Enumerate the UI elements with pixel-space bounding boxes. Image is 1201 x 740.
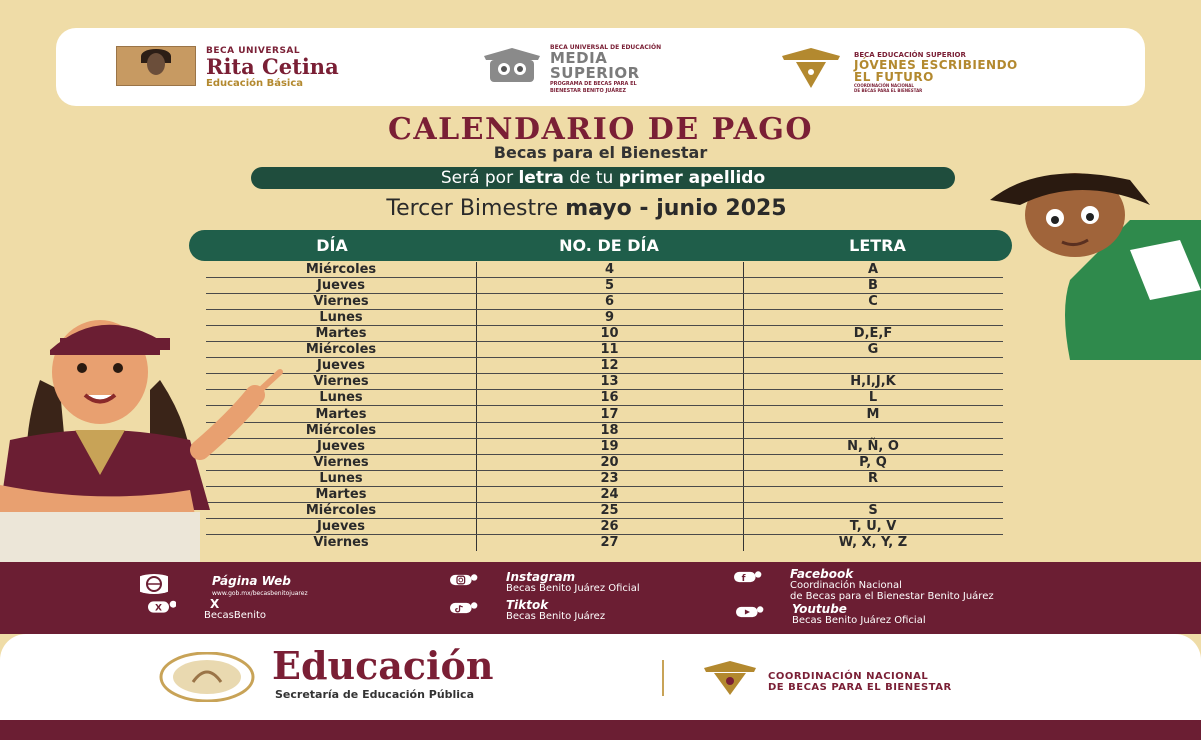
cell-letter: D,E,F [853,326,893,342]
cell-letter: L [868,390,878,406]
header-no-dia: NO. DE DÍA [559,236,659,255]
media-line2: MEDIA [550,49,608,67]
coordinacion-text [768,671,952,693]
social-media-band [0,562,1201,634]
cell-day-number: 17 [600,406,619,422]
cell-day-number: 12 [600,358,619,374]
media-superior-logo [480,42,720,92]
period-bold: mayo - junio 2025 [565,196,787,221]
media-line5: BIENESTAR BENITO JUÁREZ [550,88,626,94]
footer [0,634,1201,720]
jef-line1: BECA EDUCACIÓN SUPERIOR [854,51,966,59]
youtube-name: Youtube [792,602,847,616]
cell-day-number: 6 [604,294,615,310]
pen-nib-badge-icon [778,46,844,90]
cell-day-number: 9 [604,310,615,326]
tiktok-icon [450,598,478,618]
cell-day: Miércoles [305,502,377,518]
table-row [206,390,1003,406]
cell-day-number: 25 [600,502,619,518]
cell-day: Lunes [319,390,363,406]
cell-day-number: 16 [600,390,619,406]
pill-bold-1: letra [518,168,564,188]
svg-text:f: f [741,573,746,584]
media-line1: BECA UNIVERSAL DE EDUCACIÓN [550,44,662,51]
cell-day: Viernes [313,534,369,550]
cell-day: Jueves [317,518,365,534]
table-row [206,439,1003,455]
page-subtitle: Becas para el Bienestar [493,143,708,162]
cell-day: Viernes [313,374,369,390]
cell-letter: S [868,502,878,518]
sep-subtitle: Secretaría de Educación Pública [275,688,475,701]
table-row [206,423,1003,439]
svg-text:X: X [155,603,162,614]
cell-day-number: 4 [604,262,615,277]
header-dia: DÍA [316,236,348,255]
cell-day: Lunes [319,310,363,326]
cell-day: Miércoles [305,262,377,277]
cell-day-number: 11 [600,342,619,358]
jef-line5: DE BECAS PARA EL BIENESTAR [854,88,923,93]
boy-character-illustration [980,160,1201,360]
bottom-strip [0,720,1201,740]
cell-day: Viernes [313,454,369,470]
media-line3: SUPERIOR [550,64,640,82]
facebook-line2[interactable]: de Becas para el Bienestar Benito Juárez [790,591,994,602]
table-row [206,310,1003,326]
rita-line3: Educación Básica [206,78,304,89]
table-row [206,471,1003,487]
web-name: Página Web [212,574,291,588]
table-body [206,262,1003,551]
cell-day: Jueves [317,358,365,374]
instagram-icon [450,570,478,590]
logo-bar [56,28,1145,106]
table-row [206,519,1003,535]
cell-day: Viernes [313,294,369,310]
header-letra: LETRA [849,236,906,255]
table-row [206,374,1003,390]
cell-day-number: 24 [600,486,619,502]
owl-badge-icon [480,46,544,86]
instagram-name: Instagram [506,570,576,584]
cell-day: Martes [315,326,367,342]
jef-line4: COORDINACIÓN NACIONAL [854,83,914,88]
media-line4: PROGRAMA DE BECAS PARA EL [550,81,637,87]
cell-day: Jueves [317,278,365,294]
coordinacion-line1: COORDINACIÓN NACIONAL [768,671,929,682]
cell-day-number: 13 [600,374,619,390]
cell-day: Miércoles [305,422,377,438]
cell-letter: C [868,294,878,310]
jef-line3: EL FUTURO [854,70,934,84]
page-title: CALENDARIO DE PAGO [387,112,814,147]
educacion-wordmark: Educación [272,643,494,688]
table-row [206,407,1003,423]
rita-line1: BECA UNIVERSAL [206,46,301,56]
cell-day-number: 18 [600,422,619,438]
table-row [206,294,1003,310]
facebook-icon [734,567,762,587]
youtube-handle[interactable]: Becas Benito Juárez Oficial [792,615,926,626]
cell-letter: A [867,262,879,277]
table-row [206,262,1003,278]
table-row [206,455,1003,471]
cell-day: Jueves [317,438,365,454]
rita-line2: Rita Cetina [206,54,339,79]
table-header [189,230,1012,261]
table-row [206,535,1003,551]
table-row [206,326,1003,342]
facebook-name: Facebook [790,567,854,581]
jef-line2: JÓVENES ESCRIBIENDO [854,58,1018,72]
instruction-pill [251,167,955,189]
cell-day-number: 19 [600,438,619,454]
period-normal: Tercer Bimestre [386,196,566,221]
web-url[interactable]: www.gob.mx/becasbenitojuarez [212,590,308,597]
girl-character-illustration [0,300,290,565]
cell-day-number: 27 [600,534,619,550]
rita-cetina-logo [116,42,416,92]
cell-day-number: 10 [600,326,619,342]
globe-icon [140,574,168,594]
tiktok-name: Tiktok [506,598,549,612]
cell-day: Martes [315,406,367,422]
pill-text-2: de tu [563,168,619,188]
table-row [206,278,1003,294]
cell-day-number: 20 [600,454,619,470]
table-row [206,342,1003,358]
facebook-line1[interactable]: Coordinación Nacional [790,580,902,591]
pill-text-1: Será por [440,168,519,188]
cell-day-number: 5 [604,278,615,294]
footer-divider [662,660,664,696]
youtube-icon [736,602,764,622]
tiktok-handle[interactable]: Becas Benito Juárez [506,611,606,622]
table-row [206,358,1003,374]
cell-day: Lunes [319,470,363,486]
cell-letter: G [867,342,879,358]
rita-portrait-icon [116,46,196,86]
jovenes-escribiendo-logo [778,42,1108,92]
cell-letter: N, Ñ, O [847,438,899,454]
cell-letter: B [868,278,878,294]
instagram-handle[interactable]: Becas Benito Juárez Oficial [506,583,640,594]
cell-day-number: 26 [600,518,619,534]
mexico-seal-icon [158,652,256,702]
cell-day: Martes [315,486,367,502]
cell-day-number: 23 [600,470,619,486]
cell-letter: P, Q [859,454,887,470]
pill-bold-2: primer apellido [618,168,766,188]
cell-letter: W, X, Y, Z [838,534,908,550]
cell-letter: R [867,470,878,486]
x-gear-icon [148,597,176,617]
x-handle[interactable]: BecasBenito [204,610,267,621]
x-name: X [210,597,220,611]
cell-letter: M [866,406,880,422]
table-row [206,503,1003,519]
table-row [206,487,1003,503]
coordinacion-badge-icon [700,660,760,696]
cell-letter: H,I,J,K [850,374,896,390]
coordinacion-line2: DE BECAS PARA EL BIENESTAR [768,682,952,693]
cell-letter: T, U, V [849,518,897,534]
cell-day: Miércoles [305,342,377,358]
